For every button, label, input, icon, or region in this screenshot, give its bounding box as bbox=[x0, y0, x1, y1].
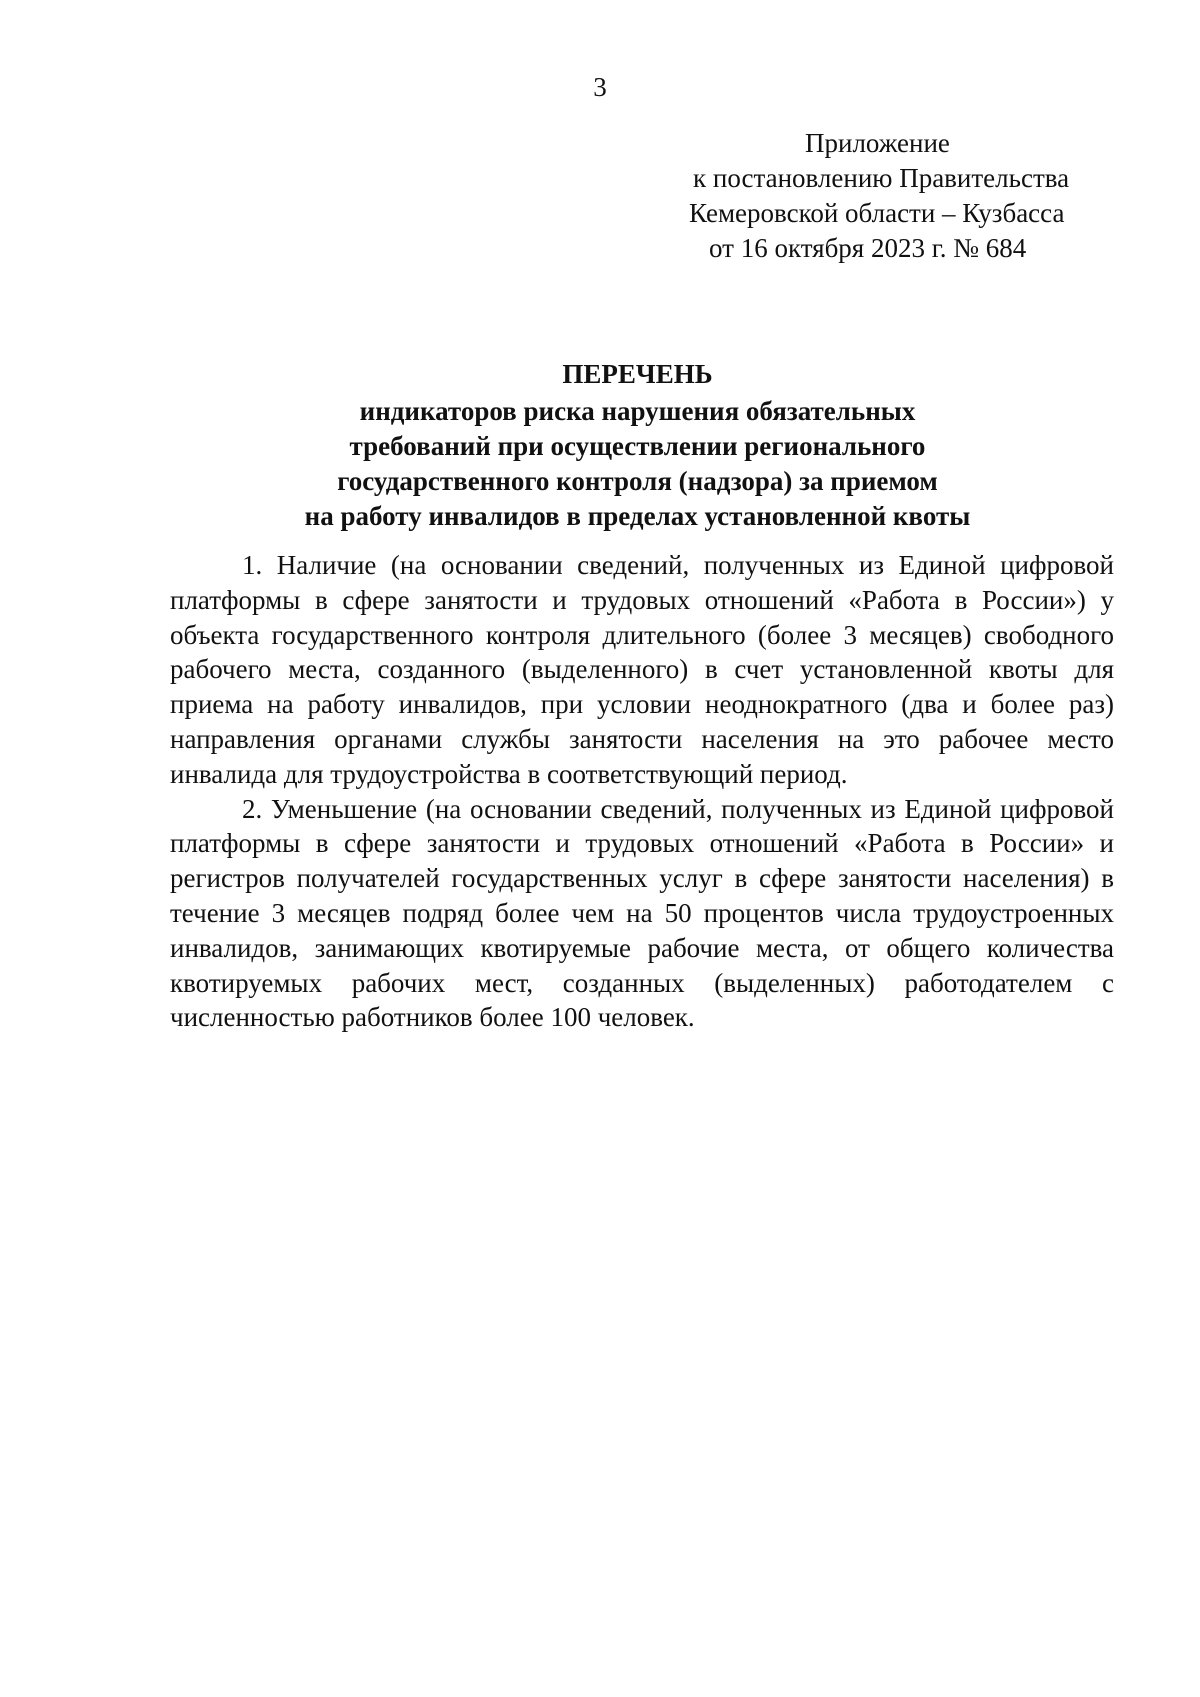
document-subtitle-line: на работу инвалидов в пределах установленной квоты bbox=[304, 501, 971, 531]
document-heading bbox=[150, 357, 1125, 534]
list-item-paragraph: 2. Уменьшение (на основании сведений, полученных из Единой цифровой платформы в сфере занятости и трудовых отношений «Работа в России» и регистров получателей государственных услуг в сфере занятости населения) в течение 3 месяцев подряд более чем на 50 процентов числа трудоустроенных инвалидов, занимающих квотируемые рабочие места, от общего количества квотируемых рабочих мест, созданных (выделенных) работодателем с численностью работников более 100 человек. bbox=[170, 793, 1114, 1033]
appendix-line: от 16 октября 2023 г. № 684 bbox=[709, 233, 1027, 263]
appendix-line: Приложение bbox=[805, 128, 950, 158]
appendix-block bbox=[689, 126, 1119, 266]
document-subtitle-line: индикаторов риска нарушения обязательных bbox=[359, 396, 916, 426]
document-subtitle-line: государственного контроля (надзора) за приемом bbox=[337, 466, 938, 496]
list-item-paragraph: 1. Наличие (на основании сведений, полученных из Единой цифровой платформы в сфере занятости и трудовых отношений «Работа в России») у объекта государственного контроля длительного (более 3 месяцев) свободного рабочего места, созданного (выделенного) в счет установленной квоты для приема на работу инвалидов, при условии неоднократного (два и более раз) направления органами службы занятости населения на это рабочее место инвалида для трудоустройства в соответствующий период. bbox=[170, 550, 1114, 789]
document-subtitle-line: требований при осуществлении регионального bbox=[349, 431, 926, 461]
document-title: ПЕРЕЧЕНЬ bbox=[562, 359, 713, 389]
page-number: 3 bbox=[593, 72, 607, 102]
document-body bbox=[170, 548, 1114, 1035]
appendix-line: Кемеровской области – Кузбасса bbox=[689, 198, 1065, 228]
appendix-line: к постановлению Правительства bbox=[693, 163, 1070, 193]
